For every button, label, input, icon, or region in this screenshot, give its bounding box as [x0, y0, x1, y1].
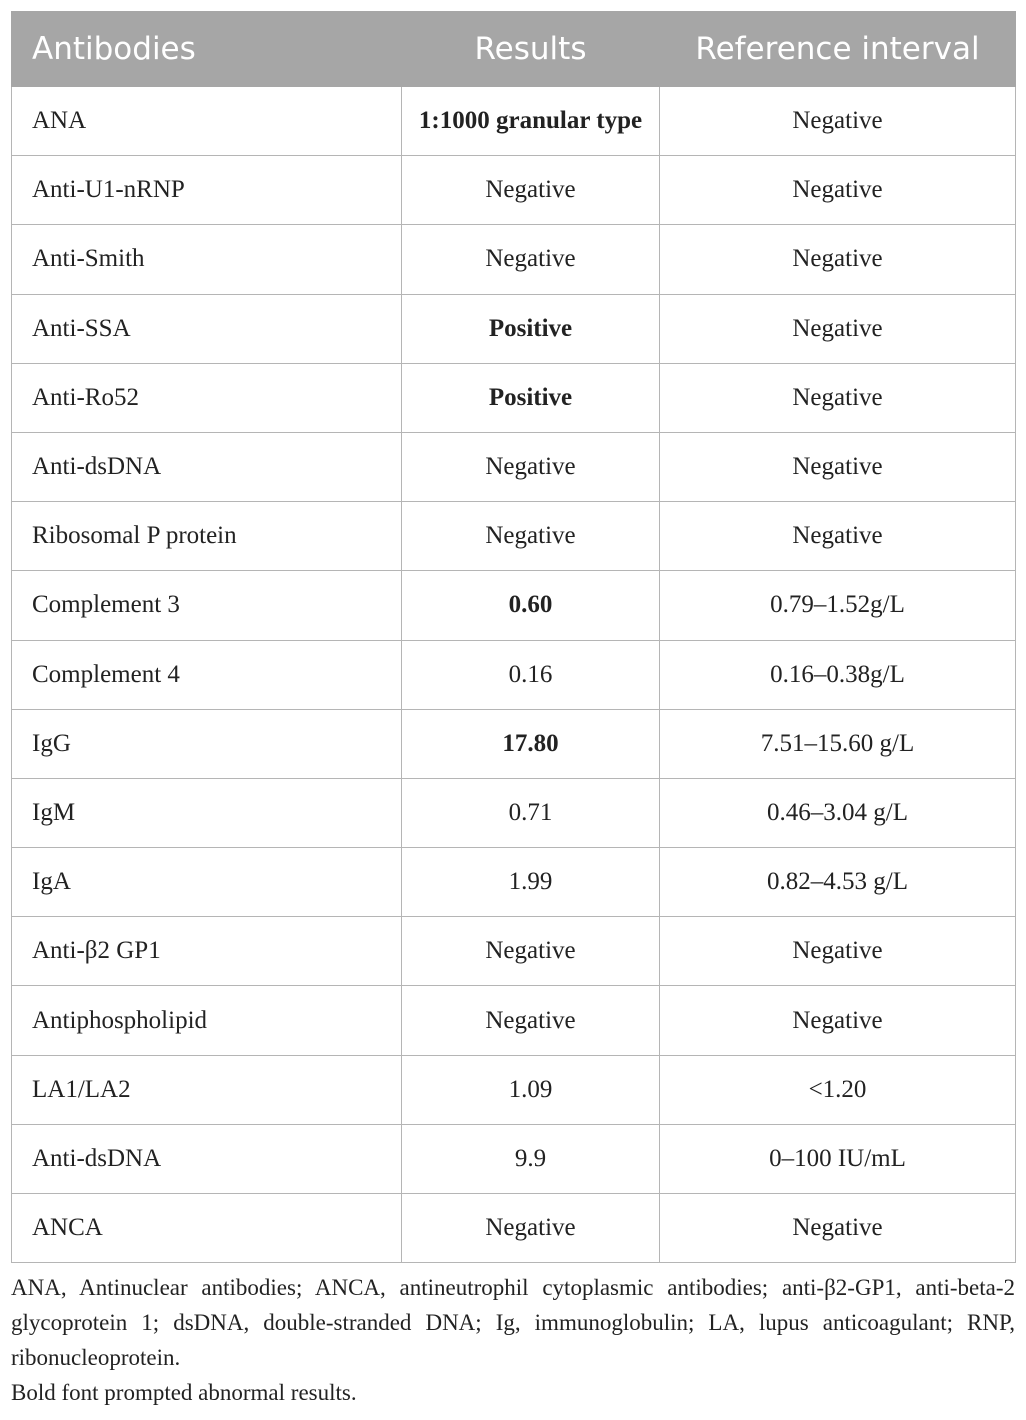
- reference-interval-cell: Negative: [660, 502, 1016, 571]
- antibody-name-cell: Antiphospholipid: [12, 986, 402, 1055]
- antibody-name-cell: Anti-SSA: [12, 294, 402, 363]
- reference-interval-cell: Negative: [660, 225, 1016, 294]
- table-row: [12, 294, 1016, 363]
- header-antibodies: Antibodies: [12, 12, 402, 87]
- result-cell: Negative: [402, 1194, 660, 1263]
- table-row: [12, 363, 1016, 432]
- reference-interval-cell: Negative: [660, 87, 1016, 156]
- reference-interval-cell: 0.46–3.04 g/L: [660, 778, 1016, 847]
- table-row: [12, 1194, 1016, 1263]
- result-cell: Negative: [402, 225, 660, 294]
- result-cell: 1:1000 granular type: [402, 87, 660, 156]
- antibody-name-cell: Complement 4: [12, 640, 402, 709]
- reference-interval-cell: Negative: [660, 986, 1016, 1055]
- antibody-name-cell: Ribosomal P protein: [12, 502, 402, 571]
- results-table-container: [11, 11, 1015, 1263]
- result-cell: Negative: [402, 156, 660, 225]
- result-cell: 0.71: [402, 778, 660, 847]
- antibody-name-cell: Anti-U1-nRNP: [12, 156, 402, 225]
- result-cell: Negative: [402, 917, 660, 986]
- reference-interval-cell: Negative: [660, 432, 1016, 501]
- result-cell: Negative: [402, 432, 660, 501]
- table-row: [12, 156, 1016, 225]
- result-cell: Negative: [402, 502, 660, 571]
- table-row: [12, 986, 1016, 1055]
- reference-interval-cell: Negative: [660, 917, 1016, 986]
- result-cell: 1.09: [402, 1055, 660, 1124]
- table-row: [12, 917, 1016, 986]
- reference-interval-cell: 0.79–1.52g/L: [660, 571, 1016, 640]
- result-cell: 9.9: [402, 1124, 660, 1193]
- antibody-name-cell: IgA: [12, 848, 402, 917]
- result-cell: Positive: [402, 363, 660, 432]
- antibody-name-cell: Anti-dsDNA: [12, 1124, 402, 1193]
- header-results: Results: [402, 12, 660, 87]
- reference-interval-cell: 0–100 IU/mL: [660, 1124, 1016, 1193]
- antibody-name-cell: Anti-Smith: [12, 225, 402, 294]
- table-body: [12, 87, 1016, 1263]
- result-cell: 0.16: [402, 640, 660, 709]
- antibody-name-cell: LA1/LA2: [12, 1055, 402, 1124]
- table-row: [12, 571, 1016, 640]
- table-header-row: [12, 12, 1016, 87]
- antibody-name-cell: Anti-β2 GP1: [12, 917, 402, 986]
- table-row: [12, 640, 1016, 709]
- reference-interval-cell: Negative: [660, 1194, 1016, 1263]
- antibody-name-cell: IgM: [12, 778, 402, 847]
- reference-interval-cell: Negative: [660, 294, 1016, 363]
- result-cell: Positive: [402, 294, 660, 363]
- result-cell: 0.60: [402, 571, 660, 640]
- antibody-name-cell: ANCA: [12, 1194, 402, 1263]
- table-row: [12, 1124, 1016, 1193]
- table-row: [12, 225, 1016, 294]
- reference-interval-cell: 0.82–4.53 g/L: [660, 848, 1016, 917]
- antibody-name-cell: Complement 3: [12, 571, 402, 640]
- result-cell: 1.99: [402, 848, 660, 917]
- result-cell: 17.80: [402, 709, 660, 778]
- table-row: [12, 1055, 1016, 1124]
- reference-interval-cell: 0.16–0.38g/L: [660, 640, 1016, 709]
- abbreviations-note: ANA, Antinuclear antibodies; ANCA, antineutrophil cytoplasmic antibodies; anti-β2-GP1, anti-beta-2 glycoprotein 1; dsDNA, double-stranded DNA; Ig, immunoglobulin; LA, lupus anticoagulant; RNP, ribonucleoprotein.: [11, 1275, 1015, 1370]
- table-row: [12, 778, 1016, 847]
- antibody-name-cell: IgG: [12, 709, 402, 778]
- table-row: [12, 709, 1016, 778]
- result-cell: Negative: [402, 986, 660, 1055]
- table-row: [12, 502, 1016, 571]
- antibody-name-cell: Anti-Ro52: [12, 363, 402, 432]
- reference-interval-cell: <1.20: [660, 1055, 1016, 1124]
- table-row: [12, 848, 1016, 917]
- table-row: [12, 87, 1016, 156]
- reference-interval-cell: Negative: [660, 156, 1016, 225]
- antibody-name-cell: Anti-dsDNA: [12, 432, 402, 501]
- bold-font-note: Bold font prompted abnormal results.: [11, 1380, 357, 1405]
- reference-interval-cell: Negative: [660, 363, 1016, 432]
- reference-interval-cell: 7.51–15.60 g/L: [660, 709, 1016, 778]
- header-reference-interval: Reference interval: [660, 12, 1016, 87]
- table-footnotes: [11, 1270, 1015, 1410]
- table-row: [12, 432, 1016, 501]
- antibody-results-table: [11, 11, 1016, 1263]
- antibody-name-cell: ANA: [12, 87, 402, 156]
